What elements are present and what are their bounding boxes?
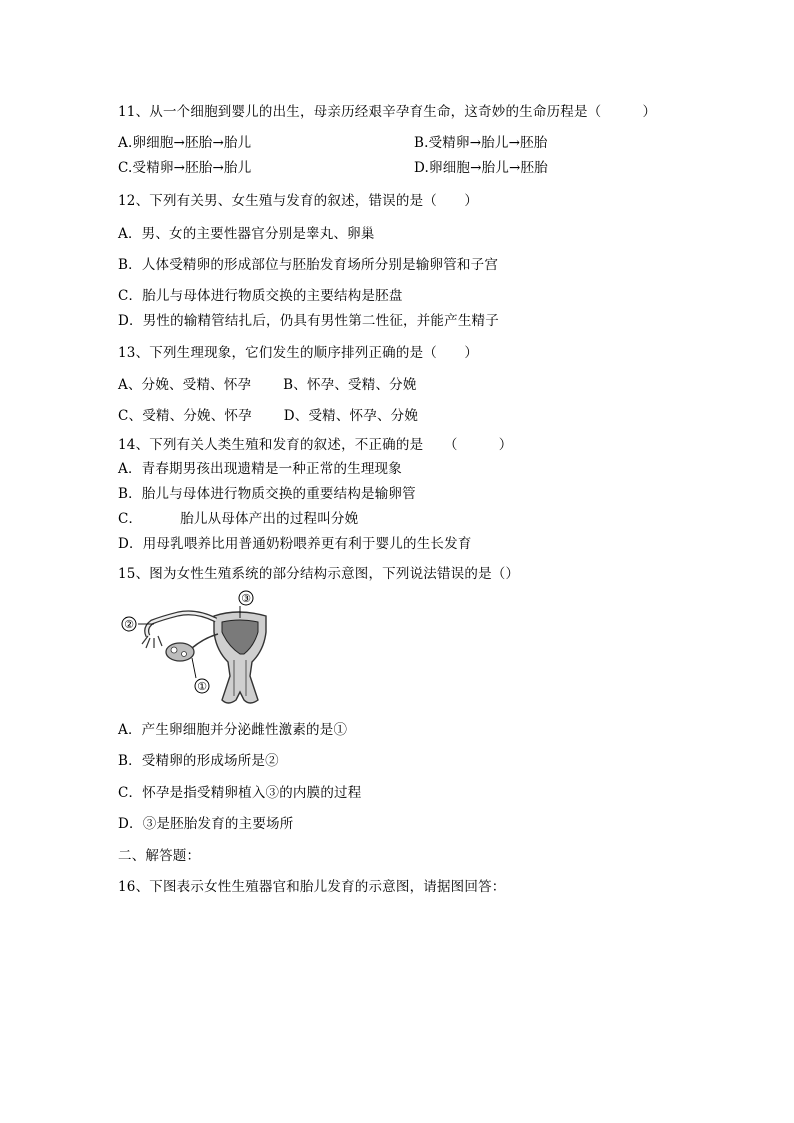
q13-stem: 13、下列生理现象，它们发生的顺序排列正确的是（ ） [118, 345, 479, 361]
q14-option-b: B．胎儿与母体进行物质交换的重要结构是输卵管 [118, 486, 416, 502]
q13-options-row2: C、受精、分娩、怀孕 D、受精、怀孕、分娩 [118, 408, 419, 424]
diagram-label-3: ③ [241, 592, 251, 605]
q15-option-a: A．产生卵细胞并分泌雌性激素的是① [118, 722, 348, 738]
section-heading: 二、解答题： [118, 848, 201, 864]
q11-option-d: D.卵细胞→胎儿→胚胎 [414, 160, 548, 176]
q14-option-c [118, 510, 358, 528]
female-reproductive-system-diagram [118, 588, 273, 710]
q14-option-c-text: 胎儿从母体产出的过程叫分娩 [180, 511, 359, 527]
q14-stem: 14、下列有关人类生殖和发育的叙述，不正确的是 （ ） [118, 437, 513, 453]
q12-option-b: B．人体受精卵的形成部位与胚胎发育场所分别是输卵管和子宫 [118, 257, 499, 273]
q12-option-d: D．男性的输精管结扎后，仍具有男性第二性征，并能产生精子 [118, 313, 499, 329]
q14-option-a: A．青春期男孩出现遗精是一种正常的生理现象 [118, 461, 402, 477]
ovary [166, 643, 194, 661]
q12-option-c: C．胎儿与母体进行物质交换的主要结构是胚盘 [118, 288, 403, 304]
q12-stem: 12、下列有关男、女生殖与发育的叙述，错误的是（ ） [118, 193, 479, 209]
q15-option-b: B．受精卵的形成场所是② [118, 753, 279, 769]
diagram-label-2: ② [124, 618, 134, 631]
q11-option-b: B.受精卵→胎儿→胚胎 [414, 135, 548, 151]
q14-option-d: D．用母乳喂养比用普通奶粉喂养更有利于婴儿的生长发育 [118, 536, 472, 552]
q13-options-row1: A、分娩、受精、怀孕 B、怀孕、受精、分娩 [118, 377, 417, 393]
q14-option-c-letter: C． [118, 511, 143, 527]
q16-stem: 16、下图表示女性生殖器官和胎儿发育的示意图，请据图回答： [118, 879, 506, 895]
q11-option-a: A.卵细胞→胚胎→胎儿 [118, 135, 252, 151]
q11-stem: 11、从一个细胞到婴儿的出生，母亲历经艰辛孕育生命，这奇妙的生命历程是（ ） [118, 104, 657, 120]
q11-option-c: C.受精卵→胚胎→胎儿 [118, 160, 252, 176]
q12-option-a: A．男、女的主要性器官分别是睾丸、卵巢 [118, 226, 375, 242]
q15-stem: 15、图为女性生殖系统的部分结构示意图，下列说法错误的是（） [118, 566, 520, 582]
q15-option-c: C．怀孕是指受精卵植入③的内膜的过程 [118, 785, 362, 801]
q15-option-d: D．③是胚胎发育的主要场所 [118, 816, 294, 832]
diagram-label-1: ① [197, 680, 207, 693]
